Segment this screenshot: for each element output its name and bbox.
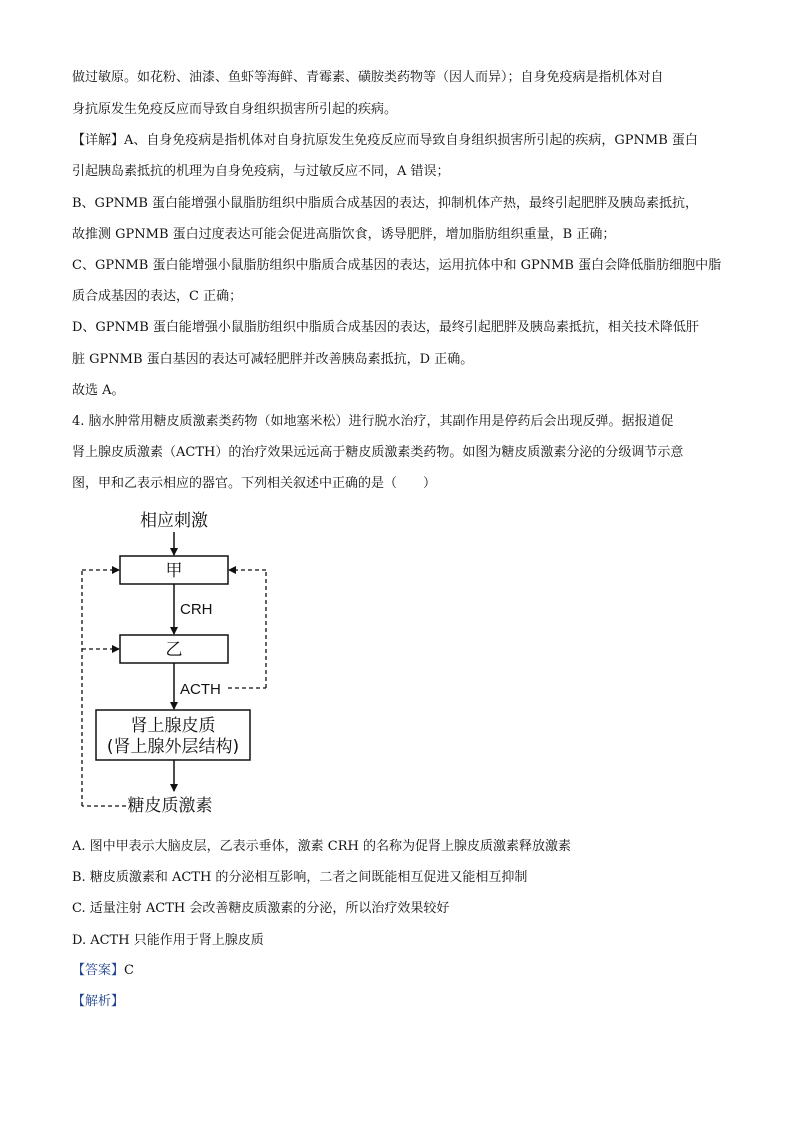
line-6: 故推测 GPNMB 蛋白过度表达可能会促进高脂饮食，诱导肥胖，增加脂肪组织重量，B 正确；: [72, 227, 616, 242]
adrenal-cortex-label: 肾上腺皮质: [130, 716, 216, 736]
detail-text: A、自身免疫病是指机体对自身抗原发生免疫反应而导致自身组织损害所引起的疾病，GPNMB 蛋白: [124, 133, 698, 148]
option-a: A. 图中甲表示大脑皮层，乙表示垂体，激素 CRH 的名称为促肾上腺皮质激素释放激素: [72, 839, 571, 854]
option-c: C. 适量注射 ACTH 会改善糖皮质激素的分泌，所以治疗效果较好: [72, 901, 450, 916]
detail-paragraph: [72, 131, 698, 151]
answer-value: C: [124, 963, 134, 978]
organ-b-label: 乙: [165, 640, 183, 660]
option-b: B. 糖皮质激素和 ACTH 的分泌相互影响，二者之间既能相互促进又能相互抑制: [72, 870, 528, 885]
analysis-line: [72, 992, 124, 1012]
hormone-regulation-diagram: [72, 506, 292, 826]
detail-label: 【详解】: [72, 133, 125, 148]
organ-a-label: 甲: [165, 561, 183, 581]
line-7: C、GPNMB 蛋白能增强小鼠脂肪组织中脂质合成基因的表达，运用抗体中和 GPNMB 蛋白会降低脂肪细胞中脂: [72, 258, 722, 273]
line-8: 质合成基因的表达，C 正确；: [72, 289, 243, 304]
option-d: D. ACTH 只能作用于肾上腺皮质: [72, 933, 264, 948]
line-5: B、GPNMB 蛋白能增强小鼠脂肪组织中脂质合成基因的表达，抑制机体产热，最终引起肥胖及胰岛素抵抗，: [72, 196, 699, 211]
line-4: 引起胰岛素抵抗的机理为自身免疫病，与过敏反应不同，A 错误；: [72, 164, 450, 179]
acth-label: ACTH: [180, 681, 221, 698]
answer-label: 【答案】: [72, 963, 125, 978]
output-label: 糖皮质激素: [127, 796, 213, 816]
question-line-2: 肾上腺皮质激素（ACTH）的治疗效果远远高于糖皮质激素类药物。如图为糖皮质激素分泌的分级调节示意: [72, 445, 684, 460]
line-2: 身抗原发生免疫反应而导致自身组织损害所引起的疾病。: [72, 102, 398, 117]
line-10: 脏 GPNMB 蛋白基因的表达可减轻肥胖并改善胰岛素抵抗，D 正确。: [72, 352, 474, 367]
question-line-1: 4. 脑水肿常用糖皮质激素类药物（如地塞米松）进行脱水治疗，其副作用是停药后会出现反弹。据报道促: [72, 414, 674, 429]
question-line-3: 图，甲和乙表示相应的器官。下列相关叙述中正确的是（ ）: [72, 476, 437, 491]
analysis-label: 【解析】: [72, 994, 125, 1009]
answer-line: [72, 961, 134, 981]
stimulus-label: 相应刺激: [140, 511, 208, 531]
adrenal-cortex-sublabel: (肾上腺外层结构): [106, 737, 240, 757]
crh-label: CRH: [180, 601, 213, 618]
line-1: 做过敏原。如花粉、油漆、鱼虾等海鲜、青霉素、磺胺类药物等（因人而异）；自身免疫病是指机体对自: [72, 70, 664, 85]
line-11: 故选 A。: [72, 383, 125, 398]
line-9: D、GPNMB 蛋白能增强小鼠脂肪组织中脂质合成基因的表达，最终引起肥胖及胰岛素抵抗，相关技术降低肝: [72, 320, 699, 335]
